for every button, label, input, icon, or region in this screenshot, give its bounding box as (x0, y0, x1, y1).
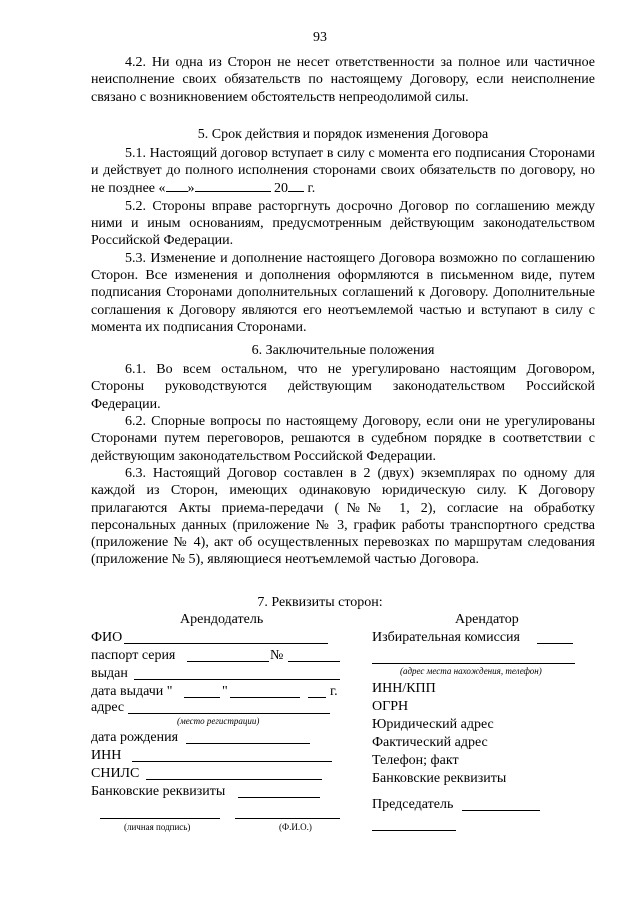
clause-4-2: 4.2. Ни одна из Сторон не несет ответственности за полное или частичное неисполнение своих обязательств по настоящему Договору, если неисполнение связано с возникновением обстоятельств непреодолимой силы. (91, 55, 595, 105)
lessor-heading: Арендодатель (180, 612, 264, 627)
clause-5-1: 5.1. Настоящий договор вступает в силу с момента его подписания Сторонами и действует до полного исполнения сторонами своих обязательств по договору, но не позднее « » 20 г. (91, 145, 595, 197)
commission-label: Избирательная комиссия (372, 630, 520, 645)
inn-label: ИНН (91, 748, 122, 763)
clause-6-3: 6.3. Настоящий Договор составлен в 2 (двух) экземплярах по одному для каждой из Сторон, имеющих одинаковую юридическую силу. К Договору прилагаются Акты приема-передачи (№№ 1, 2), согласие на обработку персональных данных (приложение № 3, график работы транспортного средства (приложение № 4), акт об осуществленных перевозках по маршрутам следования (приложение № 5), являющиеся неотъемлемой частью Договора. (91, 465, 595, 568)
signer-name-caption: (Ф.И.О.) (279, 822, 312, 832)
fio-label: ФИО (91, 630, 123, 645)
clause-6-1: 6.1. Во всем остальном, что не урегулировано настоящим Договором, Стороны руководствуются действующим законодательством Российской Федерации. (91, 362, 595, 412)
chairman-label: Председатель (372, 797, 454, 812)
quote-mark: " (222, 684, 228, 699)
inn-kpp-label: ИНН/КПП (372, 681, 436, 696)
legal-address-label: Юридический адрес (372, 717, 494, 732)
lessee-bank-label: Банковские реквизиты (372, 771, 507, 786)
issue-date-label: дата выдачи " (91, 684, 173, 699)
address-caption: (место регистрации) (177, 716, 260, 726)
year-suffix: г. (330, 684, 338, 699)
page-number: 93 (313, 30, 327, 45)
signature-caption: (личная подпись) (124, 822, 191, 832)
lessee-address-field[interactable] (372, 663, 575, 664)
chairman-signature-field[interactable] (462, 810, 540, 811)
birth-date-label: дата рождения (91, 730, 179, 745)
address-label: адрес (91, 700, 125, 715)
issued-label: выдан (91, 666, 128, 681)
ogrn-label: ОГРН (372, 699, 409, 714)
snils-label: СНИЛС (91, 766, 140, 781)
lessee-address-caption: (адрес места нахождения, телефон) (400, 666, 542, 676)
clause-6-2: 6.2. Спорные вопросы по настоящему Договору, если они не урегулированы Сторонами путем переговоров, решаются в судебном порядке в соответствии с действующим законодательством Российской Федерации. (91, 414, 595, 464)
passport-number-label: № (270, 648, 284, 663)
actual-address-label: Фактический адрес (372, 735, 488, 750)
passport-label: паспорт серия (91, 648, 176, 663)
clause-5-3: 5.3. Изменение и дополнение настоящего Договора возможно по соглашению Сторон. Все изменения и дополнения оформляются в письменном виде, путем подписания Сторонами дополнительных соглашений к Договору. Дополнительные соглашения к Договору являются его неотъемлемой частью и вступают в силу с момента их подписания Сторонами. (91, 250, 595, 335)
lessor-bank-label: Банковские реквизиты (91, 784, 226, 799)
commission-field[interactable] (537, 643, 573, 644)
lessee-heading: Арендатор (455, 612, 519, 627)
section-6-title: 6. Заключительные положения (251, 343, 435, 359)
chairman-name-field[interactable] (372, 830, 456, 831)
section-7-title: 7. Реквизиты сторон: (257, 595, 383, 610)
section-5-title: 5. Срок действия и порядок изменения Договора (197, 126, 489, 142)
phone-label: Телефон; факт (372, 753, 459, 768)
clause-5-2: 5.2. Стороны вправе расторгнуть досрочно Договор по соглашению между ними и иным основаниям, предусмотренным действующим законодательством Российской Федерации. (91, 198, 595, 249)
